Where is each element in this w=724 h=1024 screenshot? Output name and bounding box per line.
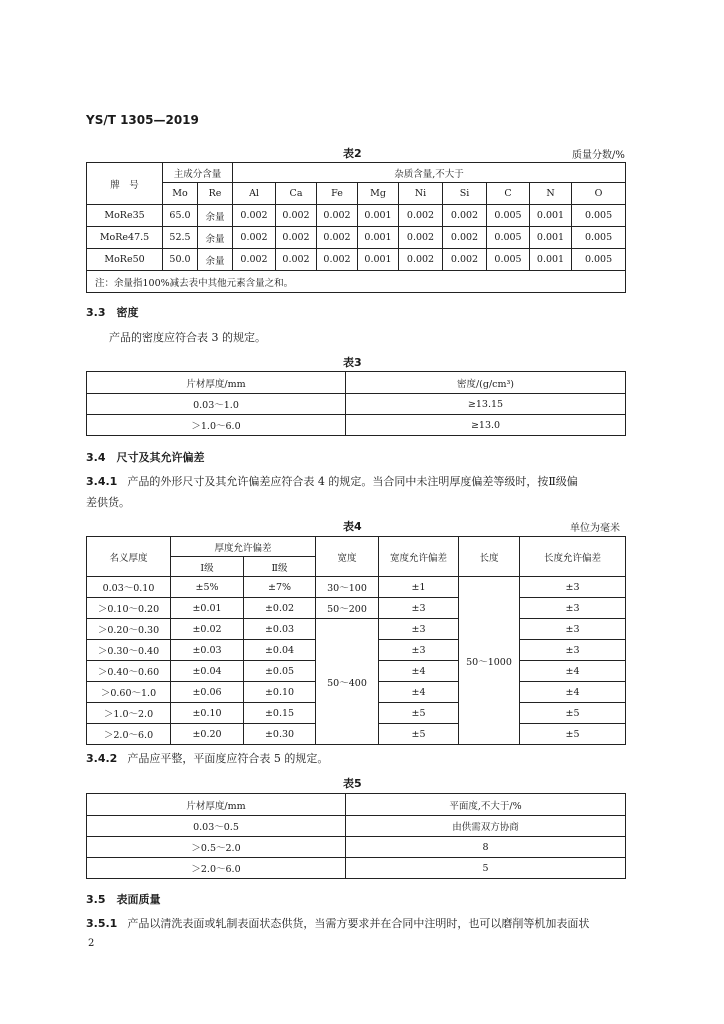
cell: 0.001 <box>358 205 399 227</box>
cell: ±0.03 <box>171 640 244 661</box>
cell: 0.001 <box>358 249 399 271</box>
header-impurity: 杂质含量,不大于 <box>233 163 626 183</box>
table-row <box>87 249 626 271</box>
element-header: Ca <box>276 183 317 205</box>
cell: 65.0 <box>163 205 198 227</box>
cell: 30～100 <box>316 577 379 598</box>
section-3-5-1 <box>86 913 589 934</box>
cell: 0.005 <box>487 205 530 227</box>
cell: 0.03～1.0 <box>87 394 346 415</box>
table-row <box>87 415 626 436</box>
cell: 0.002 <box>443 205 487 227</box>
element-header: Mg <box>358 183 399 205</box>
cell: 0.002 <box>276 205 317 227</box>
table2-unit: 质量分数/% <box>572 150 625 161</box>
table5-caption: 表5 <box>343 777 362 790</box>
section-3-3-title: 3.3 密度 <box>86 306 139 319</box>
cell: 0.005 <box>487 249 530 271</box>
cell: 50.0 <box>163 249 198 271</box>
table-row <box>87 837 626 858</box>
cell: 0.002 <box>233 205 276 227</box>
header-thickness: 片材厚度/mm <box>87 372 346 394</box>
table5 <box>86 793 626 879</box>
cell: ±0.05 <box>244 661 316 682</box>
cell: ±0.15 <box>244 703 316 724</box>
element-header: Re <box>198 183 233 205</box>
cell: 0.002 <box>399 205 443 227</box>
cell: ±3 <box>520 619 626 640</box>
element-header: Mo <box>163 183 198 205</box>
table2-caption: 表2 <box>343 147 362 160</box>
section-3-4-1-line1 <box>86 471 578 492</box>
section-3-4-2-number: 3.4.2 <box>86 752 118 765</box>
table2 <box>86 162 626 293</box>
cell: ＞0.20～0.30 <box>87 619 171 640</box>
standard-number: YS/T 1305—2019 <box>86 113 199 127</box>
element-header: Ni <box>399 183 443 205</box>
cell: ±5% <box>171 577 244 598</box>
header-thickness-tolerance: 厚度允许偏差 <box>171 537 316 557</box>
cell: ＞0.60～1.0 <box>87 682 171 703</box>
cell: MoRe50 <box>87 249 163 271</box>
cell: ＞2.0～6.0 <box>87 724 171 745</box>
cell: 0.001 <box>530 227 572 249</box>
cell: 0.001 <box>530 249 572 271</box>
cell: ±4 <box>379 661 459 682</box>
cell: ≥13.0 <box>346 415 626 436</box>
table-row <box>87 598 626 619</box>
cell: ±5 <box>379 703 459 724</box>
width-cell: 50～400 <box>316 619 379 745</box>
table3 <box>86 371 626 436</box>
cell: ＞0.10～0.20 <box>87 598 171 619</box>
element-header: Si <box>443 183 487 205</box>
header-main-content: 主成分含量 <box>163 163 233 183</box>
cell: ±0.20 <box>171 724 244 745</box>
header-brand: 牌 号 <box>87 163 163 205</box>
cell: 0.002 <box>276 249 317 271</box>
table4-caption: 表4 <box>343 520 362 533</box>
cell: 5 <box>346 858 626 879</box>
section-3-4-2-text: 产品应平整，平面度应符合表 5 的规定。 <box>127 752 329 765</box>
cell: ＞0.40～0.60 <box>87 661 171 682</box>
section-3-3-text: 产品的密度应符合表 3 的规定。 <box>109 331 266 344</box>
cell: 0.001 <box>530 205 572 227</box>
cell: 0.002 <box>276 227 317 249</box>
table-row <box>87 858 626 879</box>
header-flatness: 平面度,不大于/% <box>346 794 626 816</box>
table-row <box>87 394 626 415</box>
cell: 0.002 <box>317 205 358 227</box>
header-grade-2: Ⅱ级 <box>244 557 316 577</box>
header-density: 密度/(g/cm³) <box>346 372 626 394</box>
table-row <box>87 577 626 598</box>
cell: ±3 <box>520 598 626 619</box>
header-grade-1: Ⅰ级 <box>171 557 244 577</box>
table-row <box>87 227 626 249</box>
header-nominal-thickness: 名义厚度 <box>87 537 171 577</box>
cell: MoRe47.5 <box>87 227 163 249</box>
cell: ＞0.5～2.0 <box>87 837 346 858</box>
cell: 0.03～0.10 <box>87 577 171 598</box>
cell: 余量 <box>198 205 233 227</box>
cell: 余量 <box>198 227 233 249</box>
cell: 0.002 <box>317 249 358 271</box>
cell: 0.002 <box>317 227 358 249</box>
table-row <box>87 816 626 837</box>
cell: ±3 <box>379 598 459 619</box>
cell: ±0.10 <box>171 703 244 724</box>
element-header: N <box>530 183 572 205</box>
cell: ±0.04 <box>244 640 316 661</box>
table-row <box>87 205 626 227</box>
cell: ±5 <box>520 703 626 724</box>
cell: 50～200 <box>316 598 379 619</box>
cell: ＞1.0～6.0 <box>87 415 346 436</box>
header-width: 宽度 <box>316 537 379 577</box>
cell: 0.001 <box>358 227 399 249</box>
section-3-4-1-number: 3.4.1 <box>86 475 118 488</box>
table4 <box>86 536 626 745</box>
cell: ±4 <box>520 682 626 703</box>
cell: 0.005 <box>572 205 626 227</box>
cell: ±4 <box>520 661 626 682</box>
element-header: Al <box>233 183 276 205</box>
header-width-tolerance: 宽度允许偏差 <box>379 537 459 577</box>
cell: ±5 <box>379 724 459 745</box>
cell: ±0.03 <box>244 619 316 640</box>
length-cell: 50～1000 <box>459 577 520 745</box>
cell: ±1 <box>379 577 459 598</box>
cell: 由供需双方协商 <box>346 816 626 837</box>
table2-note: 注：余量指100%减去表中其他元素含量之和。 <box>87 271 626 293</box>
cell: ±4 <box>379 682 459 703</box>
cell: ±0.01 <box>171 598 244 619</box>
cell: ±0.06 <box>171 682 244 703</box>
cell: ±0.30 <box>244 724 316 745</box>
cell: 0.002 <box>443 249 487 271</box>
section-3-5-1-text: 产品以清洗表面或轧制表面状态供货，当需方要求并在合同中注明时，也可以磨削等机加表面状 <box>127 917 590 930</box>
cell: ±0.04 <box>171 661 244 682</box>
element-header: O <box>572 183 626 205</box>
cell: ±0.02 <box>171 619 244 640</box>
table4-unit: 单位为毫米 <box>570 523 620 534</box>
header-thickness: 片材厚度/mm <box>87 794 346 816</box>
cell: ±3 <box>520 577 626 598</box>
section-3-4-title: 3.4 尺寸及其允许偏差 <box>86 451 205 464</box>
cell: ＞0.30～0.40 <box>87 640 171 661</box>
section-3-5-title: 3.5 表面质量 <box>86 893 161 906</box>
cell: ±3 <box>520 640 626 661</box>
cell: ＞2.0～6.0 <box>87 858 346 879</box>
cell: ±3 <box>379 619 459 640</box>
cell: 0.002 <box>399 249 443 271</box>
section-3-5-1-number: 3.5.1 <box>86 917 118 930</box>
cell: ±5 <box>520 724 626 745</box>
cell: ≥13.15 <box>346 394 626 415</box>
cell: ±7% <box>244 577 316 598</box>
cell: 0.002 <box>233 249 276 271</box>
cell: 0.002 <box>443 227 487 249</box>
cell: 52.5 <box>163 227 198 249</box>
cell: 余量 <box>198 249 233 271</box>
element-header: C <box>487 183 530 205</box>
cell: MoRe35 <box>87 205 163 227</box>
header-length-tolerance: 长度允许偏差 <box>520 537 626 577</box>
cell: 0.002 <box>399 227 443 249</box>
cell: 0.005 <box>487 227 530 249</box>
cell: ±0.10 <box>244 682 316 703</box>
cell: 0.005 <box>572 249 626 271</box>
cell: ＞1.0～2.0 <box>87 703 171 724</box>
cell: 8 <box>346 837 626 858</box>
cell: ±3 <box>379 640 459 661</box>
header-length: 长度 <box>459 537 520 577</box>
table3-caption: 表3 <box>343 356 362 369</box>
section-3-4-1-line2: 差供货。 <box>86 496 130 509</box>
page-number: 2 <box>88 938 95 949</box>
cell: ±0.02 <box>244 598 316 619</box>
element-header: Fe <box>317 183 358 205</box>
cell: 0.005 <box>572 227 626 249</box>
cell: 0.03～0.5 <box>87 816 346 837</box>
cell: 0.002 <box>233 227 276 249</box>
section-3-4-1-text: 产品的外形尺寸及其允许偏差应符合表 4 的规定。当合同中未注明厚度偏差等级时，按Ⅱ级偏 <box>127 475 578 488</box>
table-row <box>87 619 626 640</box>
section-3-4-2 <box>86 748 328 769</box>
